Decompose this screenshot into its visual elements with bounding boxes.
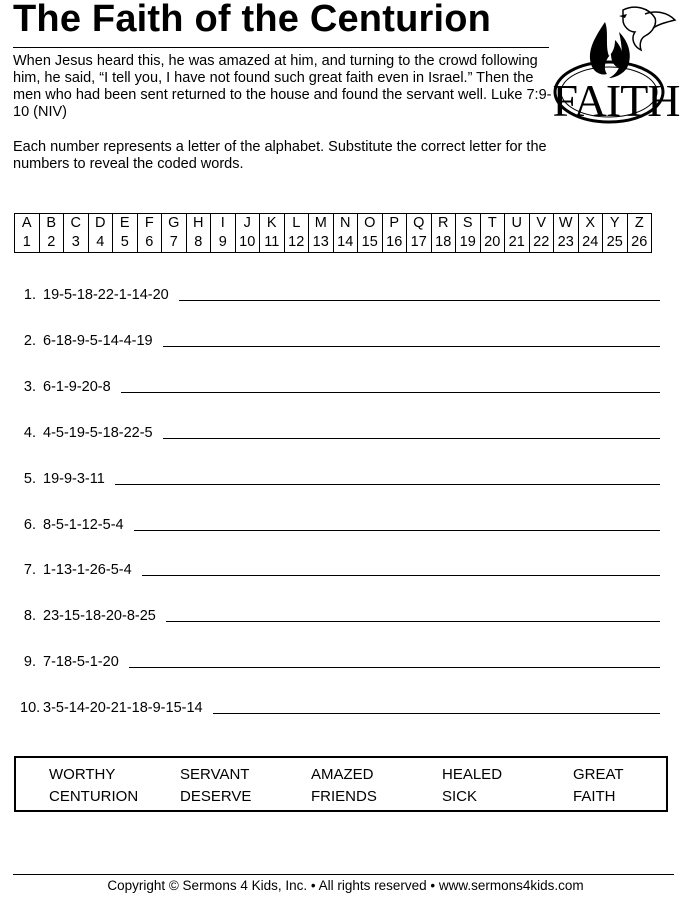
problem-code: 4-5-19-5-18-22-5 [43, 424, 153, 441]
answer-line[interactable] [142, 574, 660, 576]
word-bank-word: CENTURION [49, 788, 139, 805]
problem-row [20, 600, 660, 624]
cipher-number: 3 [64, 233, 89, 253]
cipher-letter: R [431, 214, 456, 234]
problem-number: 2. [23, 332, 36, 349]
word-bank [14, 756, 668, 812]
cipher-letter: O [358, 214, 383, 234]
cipher-letter: M [309, 214, 334, 234]
problem-number: 3. [23, 378, 36, 395]
cipher-number: 13 [309, 233, 334, 253]
cipher-number: 6 [137, 233, 162, 253]
cipher-letter: N [333, 214, 358, 234]
word-bank-word: HEALED [442, 766, 503, 783]
cipher-letter: Z [627, 214, 652, 234]
word-bank-column [49, 764, 138, 808]
answer-line[interactable] [134, 529, 660, 531]
problem-number: 10. [20, 700, 41, 717]
word-bank-word: FRIENDS [311, 788, 377, 805]
cipher-letter: Y [603, 214, 628, 234]
word-bank-word: SICK [442, 788, 478, 805]
problem-code: 1-13-1-26-5-4 [43, 562, 132, 579]
cipher-letter: Q [407, 214, 432, 234]
cipher-number: 26 [627, 233, 652, 253]
word-bank-word: WORTHY [49, 766, 116, 783]
word-bank-column [311, 764, 377, 808]
problem-code: 3-5-14-20-21-18-9-15-14 [43, 700, 203, 717]
word-bank-word: FAITH [573, 788, 616, 805]
problem-code: 23-15-18-20-8-25 [43, 608, 156, 625]
cipher-number: 7 [162, 233, 187, 253]
problem-row [20, 371, 660, 395]
problem-number: 4. [23, 424, 36, 441]
cipher-number: 17 [407, 233, 432, 253]
problem-row [20, 463, 660, 487]
cipher-letter: K [260, 214, 285, 234]
cipher-letter: H [186, 214, 211, 234]
cipher-number: 11 [260, 233, 285, 253]
cipher-letter: E [113, 214, 138, 234]
word-bank-column [442, 764, 502, 808]
word-bank-word: SERVANT [180, 766, 250, 783]
problem-row [20, 692, 660, 716]
problem-number: 7. [23, 562, 36, 579]
problem-row [20, 554, 660, 578]
cipher-letter: C [64, 214, 89, 234]
cipher-key-table [14, 213, 652, 253]
word-bank-word: GREAT [573, 766, 624, 783]
cipher-number: 22 [529, 233, 554, 253]
cipher-letter: U [505, 214, 530, 234]
problem-code: 19-9-3-11 [43, 470, 105, 487]
cipher-letter: D [88, 214, 113, 234]
cipher-number: 21 [505, 233, 530, 253]
cipher-letter: X [578, 214, 603, 234]
cipher-number: 15 [358, 233, 383, 253]
problem-number: 8. [23, 608, 36, 625]
cipher-number: 8 [186, 233, 211, 253]
cipher-number: 9 [211, 233, 236, 253]
problem-number: 6. [23, 516, 36, 533]
problem-row [20, 509, 660, 533]
cipher-letter: T [480, 214, 505, 234]
cipher-letter: P [382, 214, 407, 234]
cipher-number: 10 [235, 233, 260, 253]
logo-text: FAITH [552, 75, 680, 126]
cipher-number: 25 [603, 233, 628, 253]
problem-number: 5. [23, 470, 36, 487]
cipher-number: 2 [39, 233, 64, 253]
cipher-number: 18 [431, 233, 456, 253]
word-bank-word: DESERVE [180, 788, 252, 805]
faith-logo [545, 2, 687, 130]
answer-line[interactable] [121, 391, 660, 393]
problem-code: 7-18-5-1-20 [43, 654, 119, 671]
word-bank-column [180, 764, 251, 808]
scripture-verse: When Jesus heard this, he was amazed at him, and turning to the crowd following him, he said, “I tell you, I have not found such great faith even in Israel.” Then the men who had been sent returned to the house and found the servant well. Luke 7:9-10 (NIV) [13, 53, 552, 120]
title-divider [13, 47, 549, 48]
cipher-number: 4 [88, 233, 113, 253]
answer-line[interactable] [166, 620, 660, 622]
problem-row [20, 417, 660, 441]
answer-line[interactable] [163, 437, 660, 439]
problem-code: 8-5-1-12-5-4 [43, 516, 124, 533]
cipher-letter: V [529, 214, 554, 234]
problem-row [20, 279, 660, 303]
cipher-letter: L [284, 214, 309, 234]
cipher-letter: J [235, 214, 260, 234]
answer-line[interactable] [163, 345, 660, 347]
problem-number: 1. [23, 287, 36, 303]
cipher-number: 16 [382, 233, 407, 253]
cipher-letter: B [39, 214, 64, 234]
problem-number: 9. [23, 654, 36, 671]
cipher-number: 24 [578, 233, 603, 253]
cipher-number: 19 [456, 233, 481, 253]
answer-line[interactable] [129, 666, 660, 668]
cipher-number: 1 [15, 233, 40, 253]
cipher-letter: F [137, 214, 162, 234]
page-title: The Faith of the Centurion [13, 0, 492, 40]
cipher-number: 5 [113, 233, 138, 253]
footer-divider [13, 874, 674, 875]
cipher-number: 23 [554, 233, 579, 253]
copyright-footer: Copyright © Sermons 4 Kids, Inc. • All rights reserved • www.sermons4kids.com [107, 878, 584, 893]
cipher-letter: S [456, 214, 481, 234]
cipher-letter: A [15, 214, 40, 234]
problem-code: 6-1-9-20-8 [43, 378, 111, 395]
instructions: Each number represents a letter of the alphabet. Substitute the correct letter for the numbers to reveal the coded words. [13, 139, 547, 172]
cipher-letter: I [211, 214, 236, 234]
cipher-letter: W [554, 214, 579, 234]
answer-line[interactable] [179, 299, 660, 301]
answer-line[interactable] [115, 483, 660, 485]
problem-row [20, 325, 660, 349]
answer-line[interactable] [213, 712, 660, 714]
cipher-number: 14 [333, 233, 358, 253]
word-bank-word: AMAZED [311, 766, 374, 783]
word-bank-column [573, 764, 624, 808]
problem-code: 19-5-18-22-1-14-20 [43, 287, 169, 303]
problem-row [20, 646, 660, 670]
problem-code: 6-18-9-5-14-4-19 [43, 332, 153, 349]
cipher-letter: G [162, 214, 187, 234]
cipher-number: 12 [284, 233, 309, 253]
cipher-number: 20 [480, 233, 505, 253]
